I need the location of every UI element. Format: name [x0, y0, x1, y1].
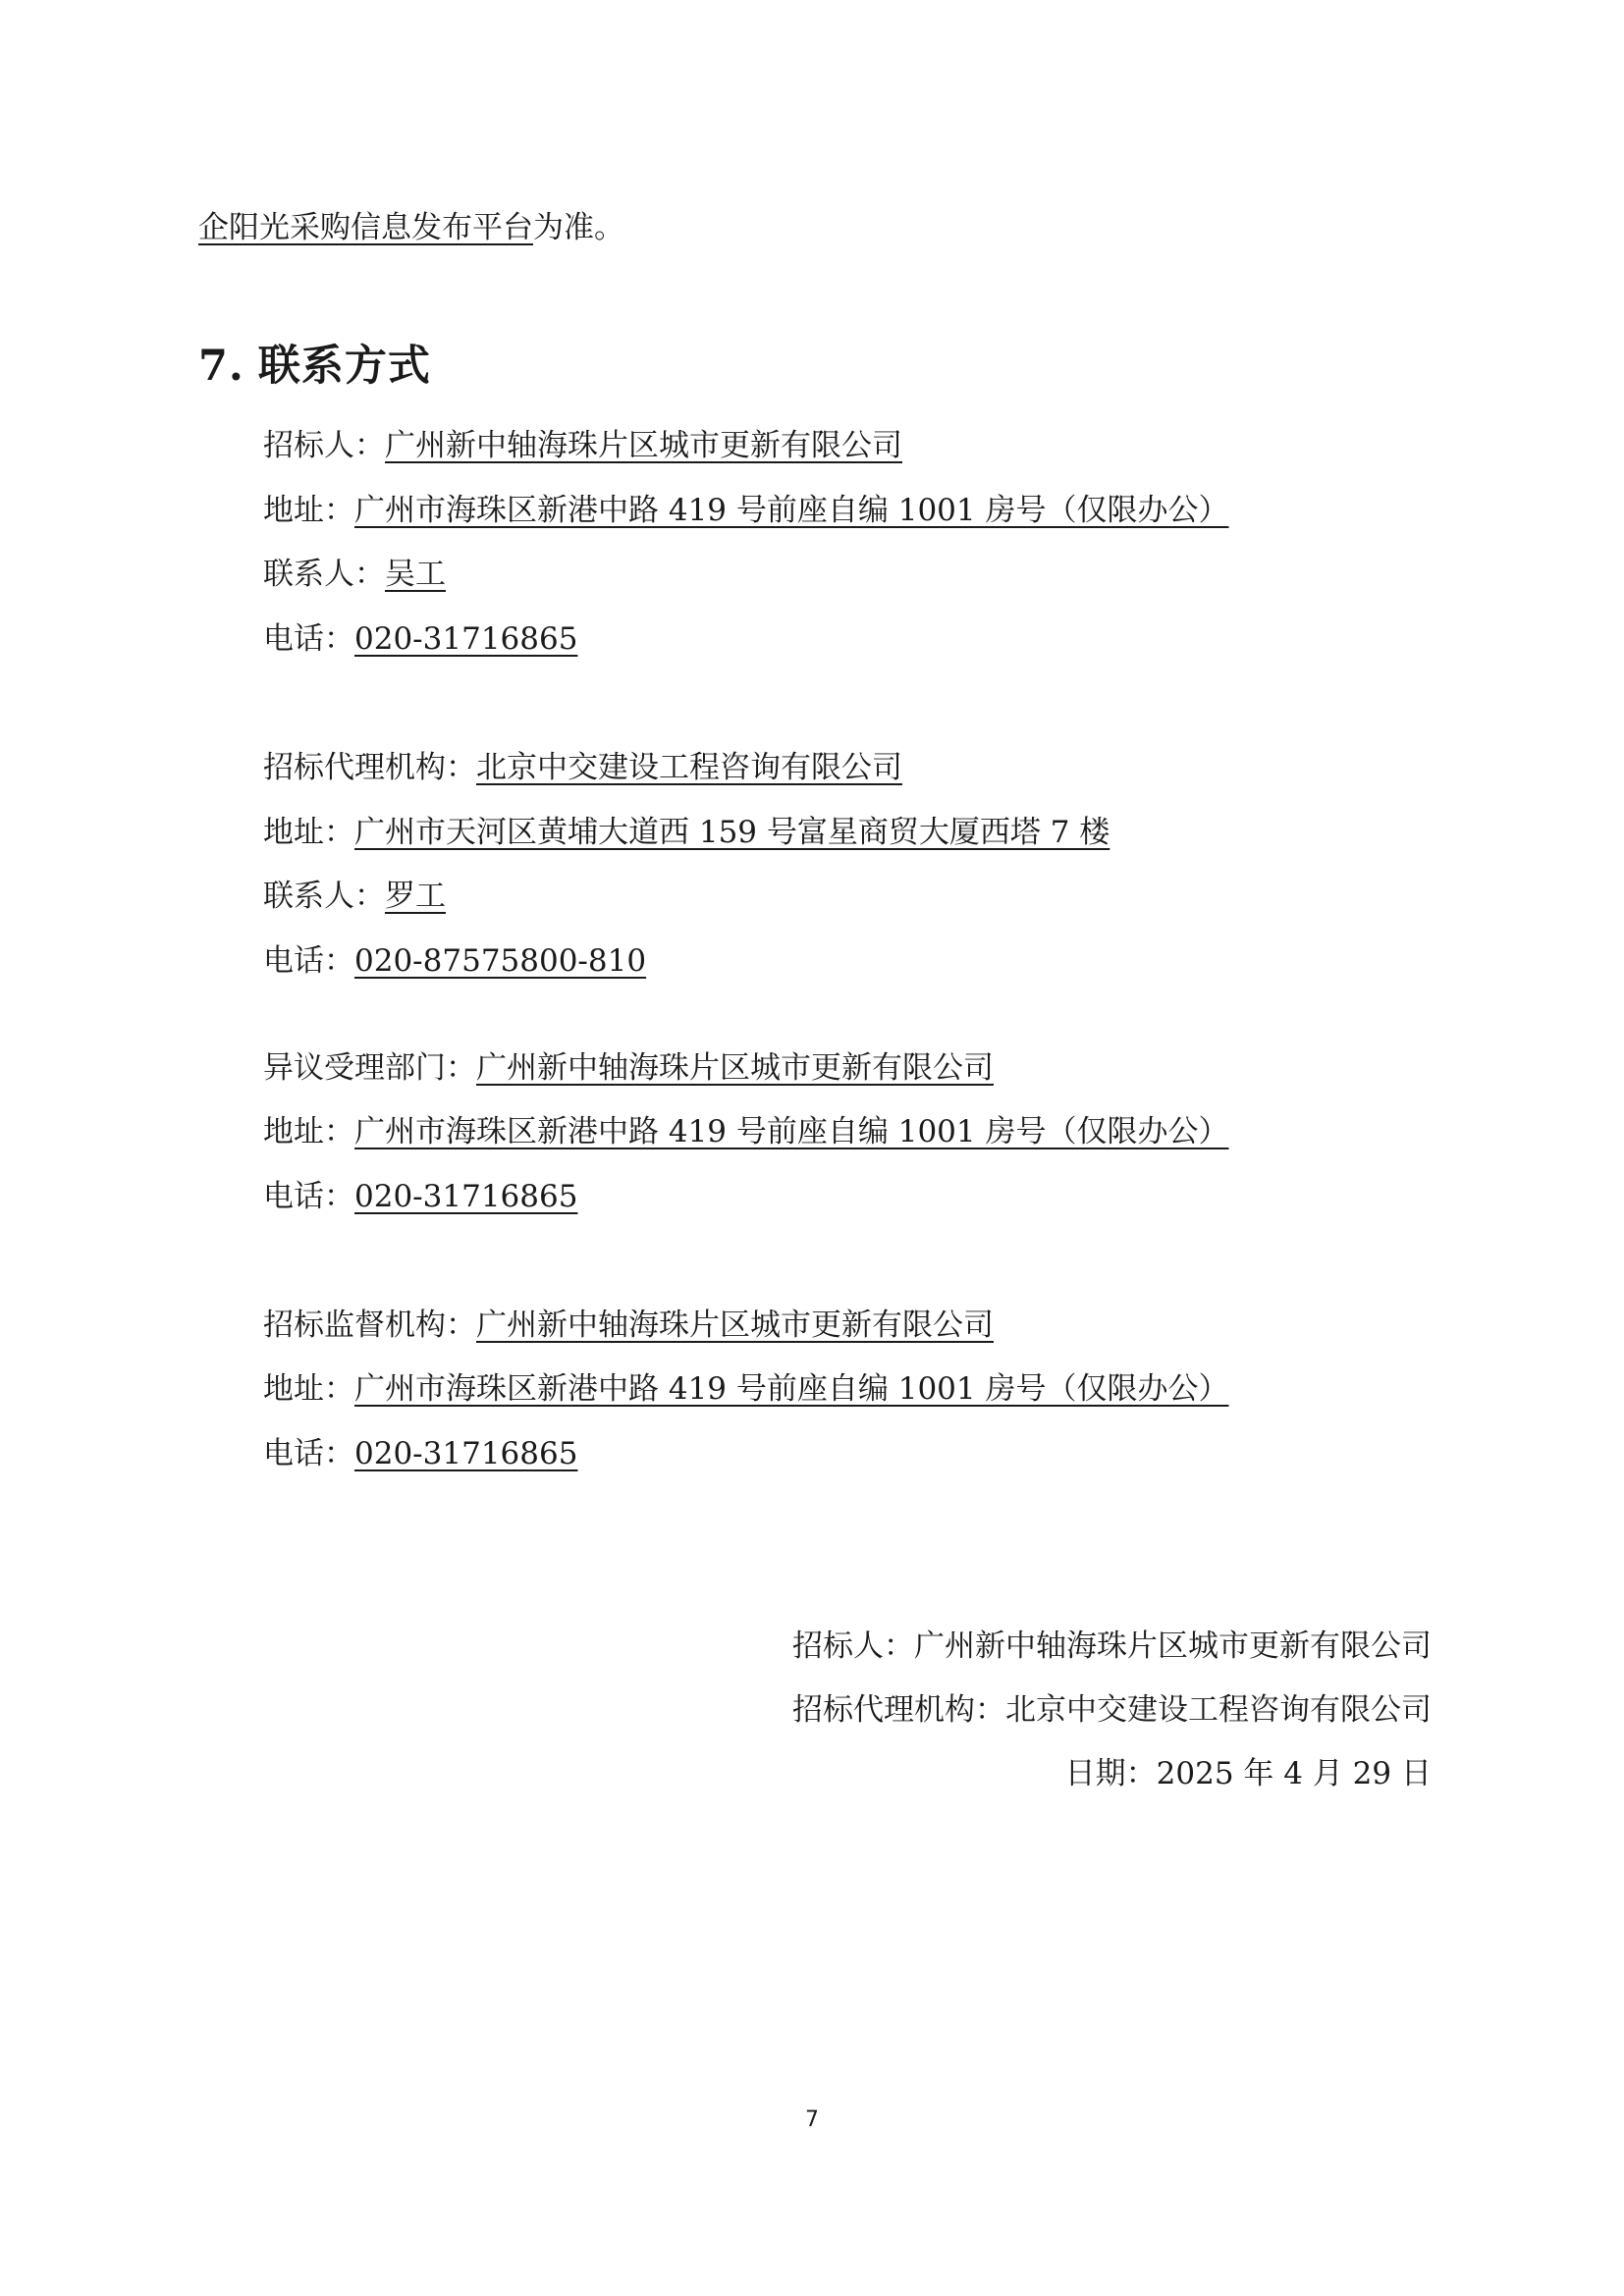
agency-contact-line — [263, 875, 446, 918]
supervision-address-line — [263, 1367, 1228, 1411]
agency-address-label: 地址： — [263, 815, 354, 850]
tenderer-contact-value: 吴工 — [385, 557, 446, 592]
intro-rest-text: 为准。 — [533, 210, 624, 245]
tenderer-phone-value: 020-31716865 — [354, 621, 578, 657]
tenderer-contact-label: 联系人： — [263, 557, 385, 592]
supervision-name-label: 招标监督机构： — [263, 1308, 476, 1343]
signature-date: 日期：2025 年 4 月 29 日 — [1064, 1756, 1432, 1791]
tenderer-address-label: 地址： — [263, 493, 354, 528]
platform-link-text: 企阳光采购信息发布平台 — [198, 210, 533, 245]
page-number: 7 — [805, 2108, 819, 2132]
tenderer-name-value: 广州新中轴海珠片区城市更新有限公司 — [385, 428, 902, 463]
objection-phone-value: 020-31716865 — [354, 1179, 578, 1214]
agency-contact-value: 罗工 — [385, 879, 446, 914]
agency-name-line — [263, 746, 902, 789]
agency-address-line — [263, 811, 1110, 854]
supervision-name-value: 广州新中轴海珠片区城市更新有限公司 — [476, 1308, 994, 1343]
intro-line — [198, 206, 624, 249]
supervision-address-value: 广州市海珠区新港中路 419 号前座自编 1001 房号（仅限办公） — [354, 1371, 1229, 1407]
objection-address-value: 广州市海珠区新港中路 419 号前座自编 1001 房号（仅限办公） — [354, 1114, 1229, 1149]
agency-phone-value: 020-87575800-810 — [354, 943, 647, 979]
objection-address-line — [263, 1110, 1228, 1153]
agency-address-value: 广州市天河区黄埔大道西 159 号富星商贸大厦西塔 7 楼 — [354, 815, 1110, 850]
tenderer-address-line — [263, 489, 1228, 532]
tenderer-phone-line — [263, 617, 577, 661]
objection-name-label: 异议受理部门： — [263, 1050, 476, 1086]
tenderer-phone-label: 电话： — [263, 621, 354, 657]
supervision-name-line — [263, 1304, 994, 1347]
section-heading — [198, 339, 431, 394]
objection-address-label: 地址： — [263, 1114, 354, 1149]
objection-phone-label: 电话： — [263, 1179, 354, 1214]
agency-phone-line — [263, 939, 646, 983]
tenderer-contact-line — [263, 553, 446, 596]
section-title: 联系方式 — [257, 342, 431, 391]
agency-contact-label: 联系人： — [263, 879, 385, 914]
supervision-phone-label: 电话： — [263, 1436, 354, 1471]
objection-phone-line — [263, 1175, 577, 1218]
agency-name-value: 北京中交建设工程咨询有限公司 — [476, 750, 902, 785]
tenderer-name-line — [263, 424, 902, 467]
tenderer-address-value: 广州市海珠区新港中路 419 号前座自编 1001 房号（仅限办公） — [354, 493, 1229, 528]
agency-phone-label: 电话： — [263, 943, 354, 979]
supervision-address-label: 地址： — [263, 1371, 354, 1407]
supervision-phone-line — [263, 1432, 577, 1475]
signature-agency: 招标代理机构：北京中交建设工程咨询有限公司 — [792, 1692, 1432, 1728]
objection-name-value: 广州新中轴海珠片区城市更新有限公司 — [476, 1050, 994, 1086]
tenderer-name-label: 招标人： — [263, 428, 385, 463]
section-number: 7. — [198, 342, 244, 391]
supervision-phone-value: 020-31716865 — [354, 1436, 578, 1471]
agency-name-label: 招标代理机构： — [263, 750, 476, 785]
signature-tenderer: 招标人：广州新中轴海珠片区城市更新有限公司 — [792, 1629, 1432, 1664]
objection-name-line — [263, 1046, 994, 1090]
